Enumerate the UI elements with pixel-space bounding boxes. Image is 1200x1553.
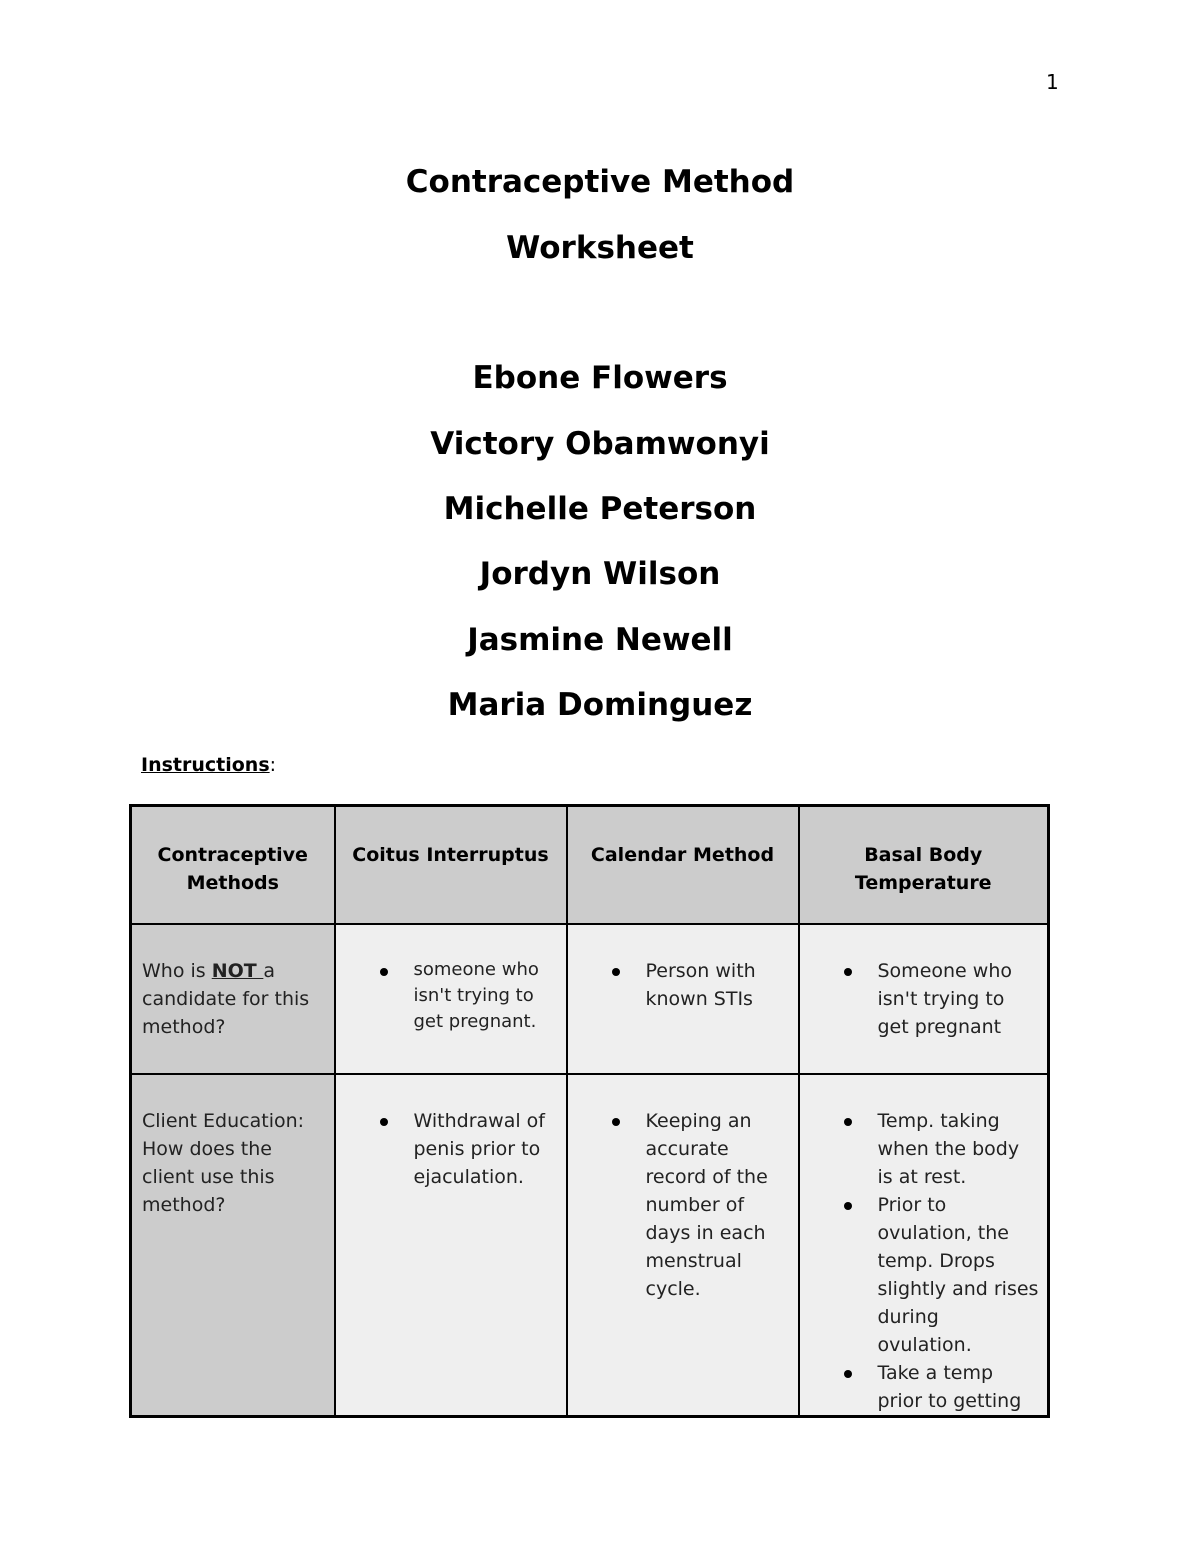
title-line-2: Worksheet — [506, 230, 694, 266]
page-number: 1 — [1046, 70, 1059, 94]
author-name: Victory Obamwonyi — [430, 426, 770, 462]
table-cell — [799, 1074, 1049, 1417]
list-item: Person with known STIs — [646, 957, 790, 1013]
author-name: Michelle Peterson — [443, 491, 757, 527]
table-cell — [567, 1074, 799, 1417]
row-label-text: a candidate for this method? — [142, 959, 310, 1038]
row-label-candidate — [131, 924, 335, 1074]
row-label-education: Client Education: How does the client use this method? — [131, 1074, 335, 1417]
instructions-heading — [141, 754, 276, 776]
row-label-emphasis: NOT — [211, 959, 264, 982]
author-name: Maria Dominguez — [447, 687, 753, 723]
table-cell — [567, 924, 799, 1074]
instructions-label: Instructions — [141, 754, 270, 776]
table-row — [131, 924, 1049, 1074]
table-header-cell: Coitus Interruptus — [335, 806, 567, 924]
bullet-list — [576, 1107, 790, 1303]
bullet-list — [344, 957, 558, 1035]
table-header-row — [131, 806, 1049, 924]
list-item: Take a temp prior to getting — [878, 1359, 1040, 1415]
list-item: Keeping an accurate record of the number of days in each menstrual cycle. — [646, 1107, 790, 1303]
author-name: Ebone Flowers — [472, 360, 728, 396]
list-item: someone who isn't trying to get pregnant. — [414, 957, 558, 1035]
bullet-list — [808, 957, 1040, 1041]
contraceptive-methods-table — [129, 804, 1050, 1418]
list-item: Someone who isn't trying to get pregnant — [878, 957, 1040, 1041]
bullet-list — [808, 1107, 1040, 1415]
bullet-list — [344, 1107, 558, 1191]
table-row — [131, 1074, 1049, 1417]
table-cell — [799, 924, 1049, 1074]
list-item: Prior to ovulation, the temp. Drops slightly and rises during ovulation. — [878, 1191, 1040, 1359]
title-line-1: Contraceptive Method — [405, 164, 795, 200]
table-header-cell: Contraceptive Methods — [131, 806, 335, 924]
table-cell — [335, 1074, 567, 1417]
list-item: Withdrawal of penis prior to ejaculation. — [414, 1107, 558, 1191]
table-cell — [335, 924, 567, 1074]
table-header-cell: Calendar Method — [567, 806, 799, 924]
list-item: Temp. taking when the body is at rest. — [878, 1107, 1040, 1191]
bullet-list — [576, 957, 790, 1013]
instructions-colon: : — [269, 754, 277, 776]
row-label-text: Who is — [142, 959, 212, 982]
table-header-cell: Basal Body Temperature — [799, 806, 1049, 924]
author-name: Jasmine Newell — [467, 622, 733, 658]
author-name: Jordyn Wilson — [479, 556, 721, 592]
